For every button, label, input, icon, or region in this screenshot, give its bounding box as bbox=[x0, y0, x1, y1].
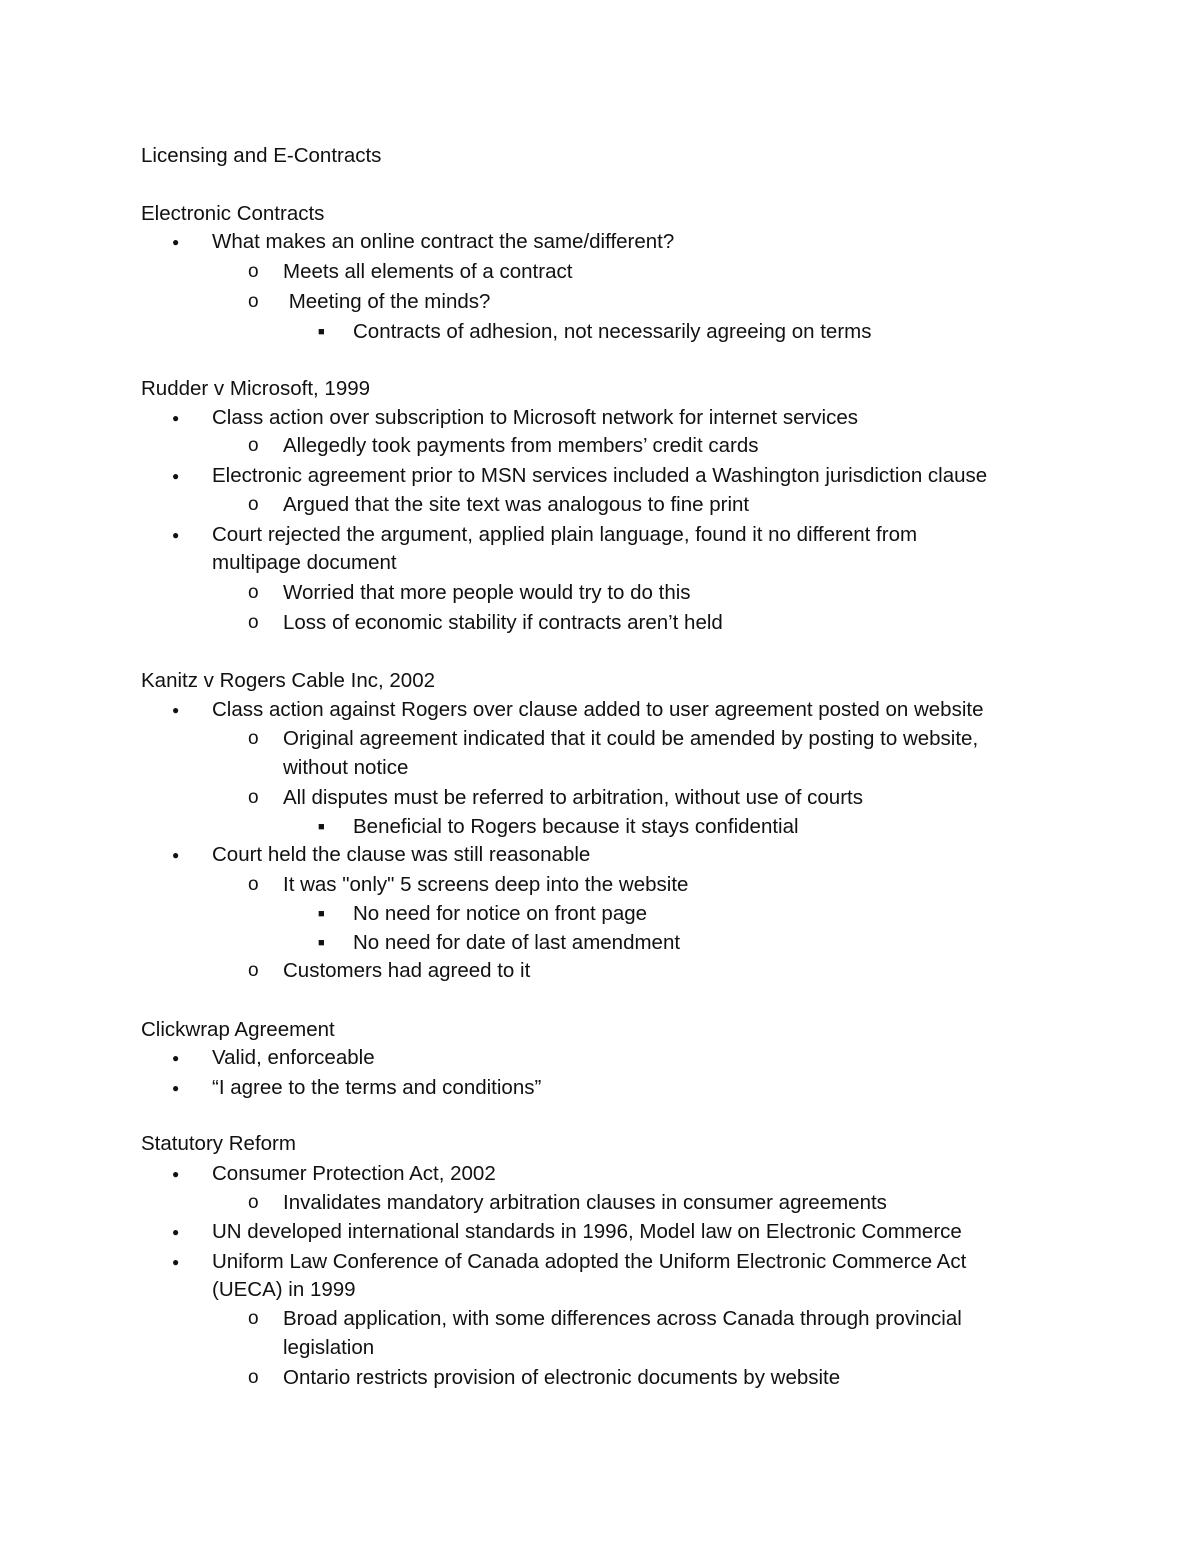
list-item: UN developed international standards in 1996, Model law on Electronic Commerce bbox=[212, 1220, 962, 1243]
list-item: Argued that the site text was analogous to fine print bbox=[283, 493, 750, 516]
circle-marker: o bbox=[248, 1192, 259, 1213]
list-item: Invalidates mandatory arbitration clauses in consumer agreements bbox=[283, 1191, 887, 1214]
section-heading-kanitz-v-rogers: Kanitz v Rogers Cable Inc, 2002 bbox=[141, 669, 435, 692]
list-item: Original agreement indicated that it could be amended by posting to website, bbox=[283, 727, 979, 750]
list-item: Electronic agreement prior to MSN services included a Washington jurisdiction clause bbox=[212, 464, 988, 487]
bullet-marker: ● bbox=[172, 1167, 180, 1181]
bullet-marker: ● bbox=[172, 703, 180, 717]
circle-marker: o bbox=[248, 787, 259, 808]
list-item: Loss of economic stability if contracts aren’t held bbox=[283, 611, 723, 634]
circle-marker: o bbox=[248, 261, 259, 282]
section-heading-rudder-v-microsoft: Rudder v Microsoft, 1999 bbox=[141, 377, 371, 400]
list-item: “I agree to the terms and conditions” bbox=[212, 1076, 542, 1099]
bullet-marker: ● bbox=[172, 528, 180, 542]
list-item: Class action against Rogers over clause added to user agreement posted on website bbox=[212, 698, 984, 721]
list-item: Class action over subscription to Microsoft network for internet services bbox=[212, 406, 859, 429]
list-item: Ontario restricts provision of electronic documents by website bbox=[283, 1366, 841, 1389]
circle-marker: o bbox=[248, 874, 259, 895]
bullet-marker: ● bbox=[172, 1081, 180, 1095]
circle-marker: o bbox=[248, 582, 259, 603]
bullet-marker: ● bbox=[172, 411, 180, 425]
bullet-marker: ● bbox=[172, 848, 180, 862]
list-item: Consumer Protection Act, 2002 bbox=[212, 1162, 496, 1185]
list-item: It was "only" 5 screens deep into the website bbox=[283, 873, 689, 896]
circle-marker: o bbox=[248, 494, 259, 515]
circle-marker: o bbox=[248, 960, 259, 981]
list-item-continuation: multipage document bbox=[212, 551, 397, 574]
list-item: Customers had agreed to it bbox=[283, 959, 531, 982]
square-marker: ■ bbox=[318, 908, 325, 920]
document-title: Licensing and E-Contracts bbox=[141, 144, 382, 167]
list-item: What makes an online contract the same/different? bbox=[212, 230, 675, 253]
list-item: All disputes must be referred to arbitration, without use of courts bbox=[283, 786, 863, 809]
list-item-continuation: without notice bbox=[283, 756, 409, 779]
list-item: No need for date of last amendment bbox=[353, 931, 681, 954]
section-heading-statutory-reform: Statutory Reform bbox=[141, 1132, 296, 1155]
list-item-continuation: legislation bbox=[283, 1336, 375, 1359]
list-item: Valid, enforceable bbox=[212, 1046, 375, 1069]
bullet-marker: ● bbox=[172, 1225, 180, 1239]
list-item: Broad application, with some differences across Canada through provincial bbox=[283, 1307, 962, 1330]
list-item: No need for notice on front page bbox=[353, 902, 648, 925]
list-item: Allegedly took payments from members’ credit cards bbox=[283, 434, 759, 457]
circle-marker: o bbox=[248, 291, 259, 312]
square-marker: ■ bbox=[318, 937, 325, 949]
list-item: Court rejected the argument, applied plain language, found it no different from bbox=[212, 523, 918, 546]
list-item: Contracts of adhesion, not necessarily agreeing on terms bbox=[353, 320, 872, 343]
bullet-marker: ● bbox=[172, 469, 180, 483]
section-heading-clickwrap-agreement: Clickwrap Agreement bbox=[141, 1018, 335, 1041]
circle-marker: o bbox=[248, 1367, 259, 1388]
list-item: Court held the clause was still reasonable bbox=[212, 843, 591, 866]
circle-marker: o bbox=[248, 612, 259, 633]
circle-marker: o bbox=[248, 1308, 259, 1329]
list-item: Worried that more people would try to do this bbox=[283, 581, 691, 604]
bullet-marker: ● bbox=[172, 235, 180, 249]
list-item: Beneficial to Rogers because it stays confidential bbox=[353, 815, 799, 838]
list-item: Meets all elements of a contract bbox=[283, 260, 573, 283]
list-item: Meeting of the minds? bbox=[283, 290, 491, 313]
list-item: Uniform Law Conference of Canada adopted the Uniform Electronic Commerce Act bbox=[212, 1250, 967, 1273]
list-item-continuation: (UECA) in 1999 bbox=[212, 1278, 356, 1301]
square-marker: ■ bbox=[318, 821, 325, 833]
circle-marker: o bbox=[248, 435, 259, 456]
bullet-marker: ● bbox=[172, 1255, 180, 1269]
square-marker: ■ bbox=[318, 326, 325, 338]
section-heading-electronic-contracts: Electronic Contracts bbox=[141, 202, 325, 225]
bullet-marker: ● bbox=[172, 1051, 180, 1065]
circle-marker: o bbox=[248, 728, 259, 749]
